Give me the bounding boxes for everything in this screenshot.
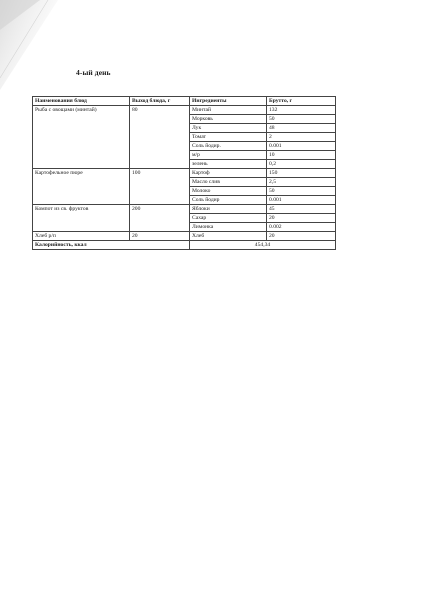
header-yield: Выход блюда, г [130, 97, 190, 106]
ingredient-name-cell: Морковь [190, 115, 267, 124]
ingredient-gross-cell: 48 [267, 124, 336, 133]
ingredient-name-cell: Томат [190, 133, 267, 142]
dish-yield-cell: 100 [130, 169, 190, 205]
table-row [33, 169, 336, 178]
table-header-row [33, 97, 336, 106]
ingredient-name-cell: м/р [190, 151, 267, 160]
ingredient-gross-cell: 0.001 [267, 196, 336, 205]
header-ingredients: Ингредиенты [190, 97, 267, 106]
dish-name-cell: Картофельное пюре [33, 169, 130, 205]
table-row [33, 205, 336, 214]
ingredient-gross-cell: 2,5 [267, 178, 336, 187]
ingredient-name-cell: Хлеб [190, 232, 267, 241]
ingredient-gross-cell: 0.002 [267, 223, 336, 232]
ingredient-gross-cell: 50 [267, 187, 336, 196]
dish-yield-cell: 20 [130, 232, 190, 241]
ingredient-name-cell: Лимонка [190, 223, 267, 232]
dish-yield-cell: 80 [130, 106, 190, 169]
dish-name-cell: Хлеб р/п [33, 232, 130, 241]
ingredient-gross-cell: 0,2 [267, 160, 336, 169]
ingredient-name-cell: Картоф [190, 169, 267, 178]
ingredient-gross-cell: 150 [267, 169, 336, 178]
ingredient-gross-cell: 2 [267, 133, 336, 142]
ingredient-gross-cell: 20 [267, 232, 336, 241]
menu-table [32, 96, 336, 250]
dish-name-cell: Рыба с овощами (минтай) [33, 106, 130, 169]
menu-table-body [33, 106, 336, 241]
ingredient-name-cell: зелень [190, 160, 267, 169]
ingredient-gross-cell: 45 [267, 205, 336, 214]
dish-name-cell: Компот из св. фруктов [33, 205, 130, 232]
header-gross: Брутто, г [267, 97, 336, 106]
ingredient-gross-cell: 10 [267, 151, 336, 160]
ingredient-name-cell: Молоко [190, 187, 267, 196]
ingredient-gross-cell: 132 [267, 106, 336, 115]
ingredient-gross-cell: 20 [267, 214, 336, 223]
ingredient-name-cell: Соль йодир [190, 196, 267, 205]
ingredient-name-cell: Масло слив [190, 178, 267, 187]
ingredient-name-cell: Лук [190, 124, 267, 133]
total-value: 454,34 [190, 241, 336, 250]
ingredient-name-cell: Яблоки [190, 205, 267, 214]
day-title: 4-ый день [76, 68, 111, 77]
ingredient-name-cell: Сахар [190, 214, 267, 223]
total-label: Калорийность, ккал [33, 241, 190, 250]
ingredient-name-cell: Минтай [190, 106, 267, 115]
table-row [33, 106, 336, 115]
dish-yield-cell: 200 [130, 205, 190, 232]
ingredient-gross-cell: 0.001 [267, 142, 336, 151]
total-row [33, 241, 336, 250]
ingredient-name-cell: Соль йодир. [190, 142, 267, 151]
table-row [33, 232, 336, 241]
header-dish-name: Наименования блюд [33, 97, 130, 106]
ingredient-gross-cell: 50 [267, 115, 336, 124]
